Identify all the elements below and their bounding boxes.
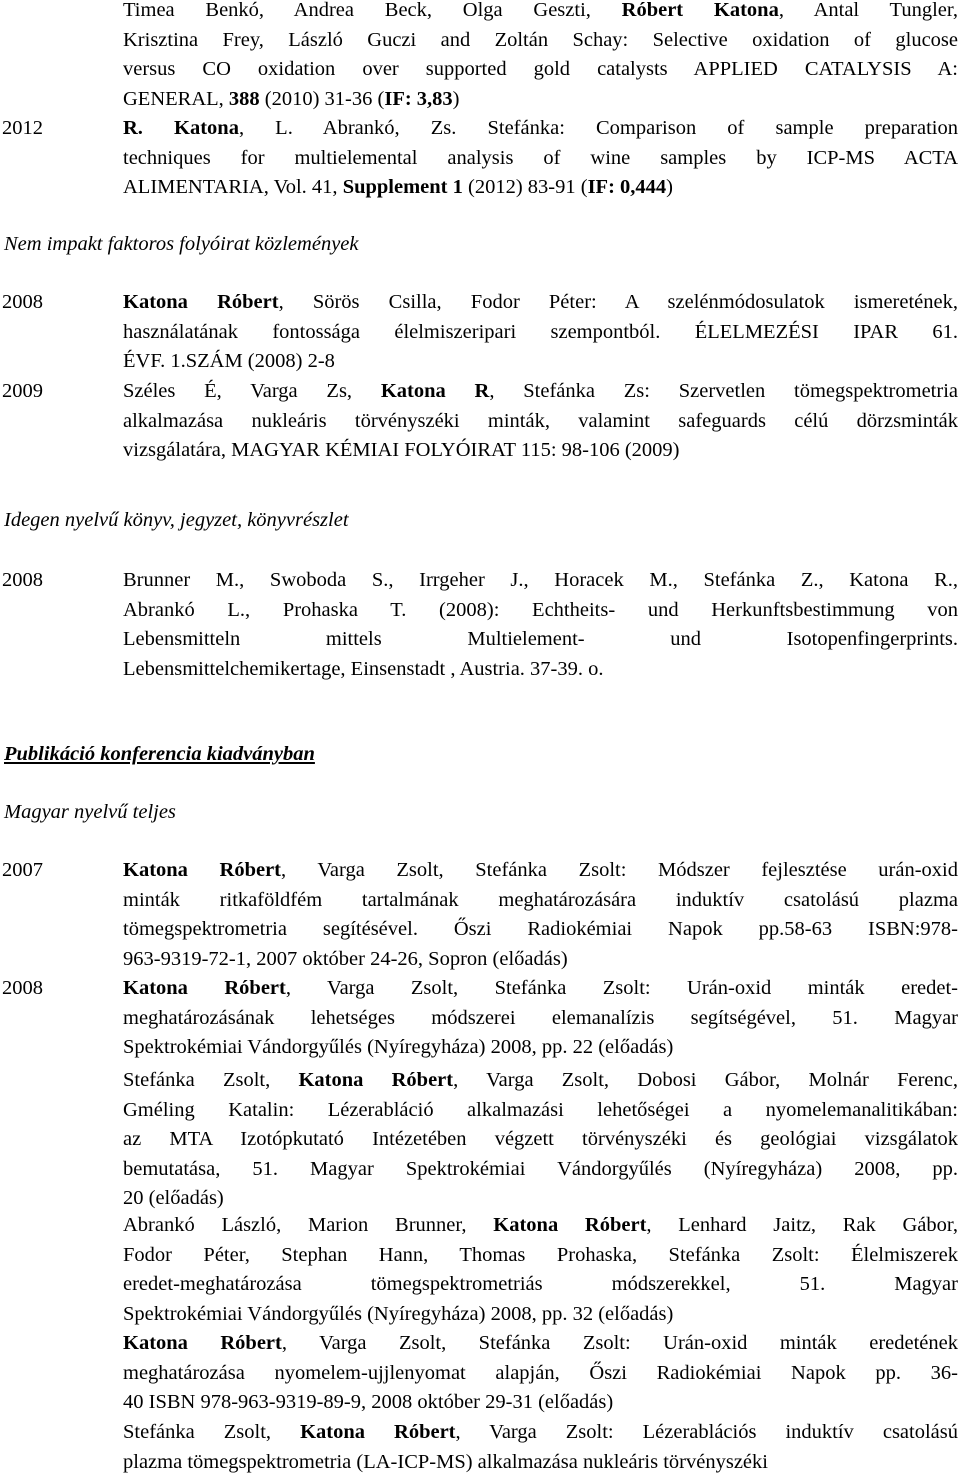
publication-text <box>123 1066 958 1214</box>
text-run: Lebensmittelchemikertage, Einsenstadt , Austria. 37-39. o. <box>123 657 604 680</box>
text-run: bemutatása, 51. Magyar Spektrokémiai Vándorgyűlés (Nyíregyháza) 2008, pp. <box>123 1157 958 1180</box>
publication-text <box>123 377 958 466</box>
text-run: meghatározásának lehetséges módszerei elemanalízis segítségével, 51. Magyar <box>123 1006 958 1029</box>
text-run: tömegspektrometria segítésével. Őszi Radiokémiai Napok pp.58-63 ISBN:978- <box>123 918 958 941</box>
text-run: az MTA Izotópkutató Intézetében végzett törvényszéki és geológiai vizsgálatok <box>123 1128 958 1151</box>
text-line <box>123 114 958 144</box>
bold-text: Róbert Katona <box>621 0 779 21</box>
publication-text <box>123 1211 958 1329</box>
text-line <box>123 1004 958 1034</box>
publication-entry <box>0 1329 958 1418</box>
text-line <box>123 55 958 85</box>
text-line <box>123 1329 958 1359</box>
section-heading-idegen: Idegen nyelvű könyv, jegyzet, könyvrészlet <box>4 509 349 531</box>
text-run: Brunner M., Swoboda S., Irrgeher J., Horacek M., Stefánka Z., Katona R., <box>123 569 958 591</box>
section-heading-nem-impakt: Nem impakt faktoros folyóirat közlemények <box>4 233 359 255</box>
publication-entry <box>0 856 958 974</box>
publication-year <box>0 1211 123 1329</box>
text-run: , Lenhard Jaitz, Rak Gábor, <box>646 1214 959 1236</box>
text-line <box>123 1184 958 1214</box>
bold-text: Katona Róbert <box>123 1332 282 1354</box>
text-run: eredet-meghatározása tömegspektrometriás módszerekkel, 51. Magyar <box>123 1273 958 1296</box>
text-run: , Sörös Csilla, Fodor Péter: A szelénmódosulatok ismeretének, <box>278 291 958 313</box>
text-line <box>123 915 958 945</box>
text-line <box>123 886 958 916</box>
publication-entry <box>0 1066 958 1214</box>
text-run: 40 ISBN 978-963-9319-89-9, 2008 október 29-31 (előadás) <box>123 1391 614 1414</box>
bold-text: Katona Róbert <box>123 291 279 313</box>
section-heading-magyar: Magyar nyelvű teljes <box>4 801 176 823</box>
text-run: Fodor Péter, Stephan Hann, Thomas Prohaska, Stefánka Zsolt: Élelmiszerek <box>123 1243 958 1266</box>
text-line <box>123 1096 958 1126</box>
bold-text: Katona Róbert <box>300 1421 456 1443</box>
text-run: használatának fontossága élelmiszeripari szempontból. ÉLELMEZÉSI IPAR 61. <box>123 320 958 343</box>
text-line <box>123 945 958 975</box>
publication-year <box>0 1418 123 1477</box>
text-run: ÉVF. 1.SZÁM (2008) 2-8 <box>123 350 335 373</box>
publication-text <box>123 1418 958 1477</box>
text-line <box>123 856 958 886</box>
text-run: , Varga Zsolt, Dobosi Gábor, Molnár Ferenc, <box>453 1069 958 1091</box>
text-run: , Varga Zsolt, Stefánka Zsolt: Urán-oxid minták eredetének <box>281 1332 958 1354</box>
text-run: , Varga Zsolt, Stefánka Zsolt: Urán-oxid minták eredet- <box>285 977 958 999</box>
text-run: alkalmazása nukleáris törvényszéki minták, valamint safeguards célú dörzsminták <box>123 409 958 432</box>
text-line <box>123 1033 958 1063</box>
publication-text <box>123 0 958 114</box>
text-run: , Varga Zsolt, Stefánka Zsolt: Módszer fejlesztése urán-oxid <box>281 859 959 881</box>
text-line <box>123 144 958 174</box>
text-run: minták ritkaföldfém tartalmának meghatározására induktív csatolású plazma <box>123 888 958 911</box>
publication-text <box>123 1329 958 1418</box>
text-run: techniques for multielemental analysis of wine samples by ICP-MS ACTA <box>123 146 958 169</box>
text-run: Abrankó L., Prohaska T. (2008): Echtheits- und Herkunftsbestimmung von <box>123 598 958 621</box>
bold-text: Katona Róbert <box>123 977 286 999</box>
publication-year <box>0 1329 123 1418</box>
text-run: , Varga Zsolt: Lézerablációs induktív csatolású <box>455 1421 958 1443</box>
bold-text: Katona R <box>380 380 490 402</box>
publication-year: 2008 <box>2 569 43 591</box>
text-line <box>123 173 958 203</box>
text-run: (2010) 31-36 ( <box>259 87 385 110</box>
text-line <box>123 26 958 56</box>
text-run: versus CO oxidation over supported gold catalysts APPLIED CATALYSIS A: <box>123 58 958 81</box>
bold-text: Katona Róbert <box>298 1069 454 1091</box>
text-line <box>123 1448 958 1478</box>
text-run: meghatározása nyomelem-ujjlenyomat alapján, Őszi Radiokémiai Napok pp. 36- <box>123 1361 958 1384</box>
text-run: Gméling Katalin: Lézerabláció alkalmazási lehetőségei a nyomelemanalitikában: <box>123 1098 958 1121</box>
publication-text <box>123 288 958 377</box>
text-run: 963-9319-72-1, 2007 október 24-26, Sopron (előadás) <box>123 947 568 970</box>
publication-entry <box>0 0 958 114</box>
text-line <box>123 596 958 626</box>
text-run: 20 (előadás) <box>123 1187 224 1210</box>
publication-year: 2012 <box>2 117 43 139</box>
publication-entry <box>0 114 958 203</box>
publication-year: 2009 <box>2 380 43 402</box>
text-run: Spektrokémiai Vándorgyűlés (Nyíregyháza) 2008, pp. 22 (előadás) <box>123 1036 674 1059</box>
bold-text: Katona Róbert <box>123 859 282 881</box>
text-line <box>123 1270 958 1300</box>
text-line <box>123 85 958 115</box>
text-line <box>123 625 958 655</box>
publication-entry <box>0 1211 958 1329</box>
publication-text <box>123 114 958 203</box>
publication-text <box>123 856 958 974</box>
text-line <box>123 318 958 348</box>
text-run: Lebensmitteln mittels Multielement- und Isotopenfingerprints. <box>123 628 958 651</box>
publication-year: 2007 <box>2 859 43 881</box>
text-line <box>123 407 958 437</box>
text-line <box>123 1300 958 1330</box>
text-line <box>123 1241 958 1271</box>
text-run: vizsgálatára, MAGYAR KÉMIAI FOLYÓIRAT 115: 98-106 (2009) <box>123 439 680 462</box>
text-run: GENERAL, <box>123 87 229 110</box>
text-run: , L. Abrankó, Zs. Stefánka: Comparison of sample preparation <box>238 117 958 139</box>
bold-text: Supplement 1 <box>342 176 463 199</box>
text-line <box>123 1211 958 1241</box>
text-line <box>123 1418 958 1448</box>
publication-year <box>0 1066 123 1214</box>
text-line <box>123 0 958 26</box>
text-run: ) <box>452 87 460 110</box>
text-line <box>123 1066 958 1096</box>
text-run: Abrankó László, Marion Brunner, <box>123 1214 494 1236</box>
text-line <box>123 1359 958 1389</box>
publication-entry <box>0 377 958 466</box>
text-line <box>123 436 958 466</box>
text-run: , Antal Tungler, <box>778 0 958 21</box>
publication-text <box>123 566 958 684</box>
publication-year: 2008 <box>2 291 43 313</box>
text-run: ) <box>666 176 673 199</box>
text-run: (2012) 83-91 ( <box>462 176 588 199</box>
text-run: Spektrokémiai Vándorgyűlés (Nyíregyháza) 2008, pp. 32 (előadás) <box>123 1302 674 1325</box>
text-line <box>123 655 958 685</box>
text-run: plazma tömegspektrometria (LA-ICP-MS) alkalmazása nukleáris törvényszéki <box>123 1450 768 1473</box>
text-run: Krisztina Frey, László Guczi and Zoltán Schay: Selective oxidation of glucose <box>123 28 958 51</box>
publication-year <box>0 0 123 114</box>
publication-entry <box>0 566 958 684</box>
bold-text: Katona Róbert <box>493 1214 647 1236</box>
text-line <box>123 1125 958 1155</box>
publication-year: 2008 <box>2 977 43 999</box>
publication-entry <box>0 974 958 1063</box>
text-line <box>123 1388 958 1418</box>
text-line <box>123 566 958 596</box>
publication-entry <box>0 1418 958 1477</box>
text-line <box>123 347 958 377</box>
publication-entry <box>0 288 958 377</box>
text-line <box>123 377 958 407</box>
text-line <box>123 974 958 1004</box>
bold-text: IF: 3,83 <box>384 87 453 110</box>
publication-text <box>123 974 958 1063</box>
bold-text: 388 <box>228 87 260 110</box>
section-heading-publikacio: Publikáció konferencia kiadványban <box>4 743 315 765</box>
bold-text: R. Katona <box>123 117 239 139</box>
text-line <box>123 288 958 318</box>
text-run: Stefánka Zsolt, <box>123 1069 299 1091</box>
text-run: Széles É, Varga Zs, <box>123 380 381 402</box>
text-run: Timea Benkó, Andrea Beck, Olga Geszti, <box>123 0 622 21</box>
text-run: ALIMENTARIA, Vol. 41, <box>123 176 343 199</box>
text-line <box>123 1155 958 1185</box>
bold-text: IF: 0,444 <box>587 176 667 199</box>
text-run: Stefánka Zsolt, <box>123 1421 301 1443</box>
text-run: , Stefánka Zs: Szervetlen tömegspektrometria <box>489 380 958 402</box>
